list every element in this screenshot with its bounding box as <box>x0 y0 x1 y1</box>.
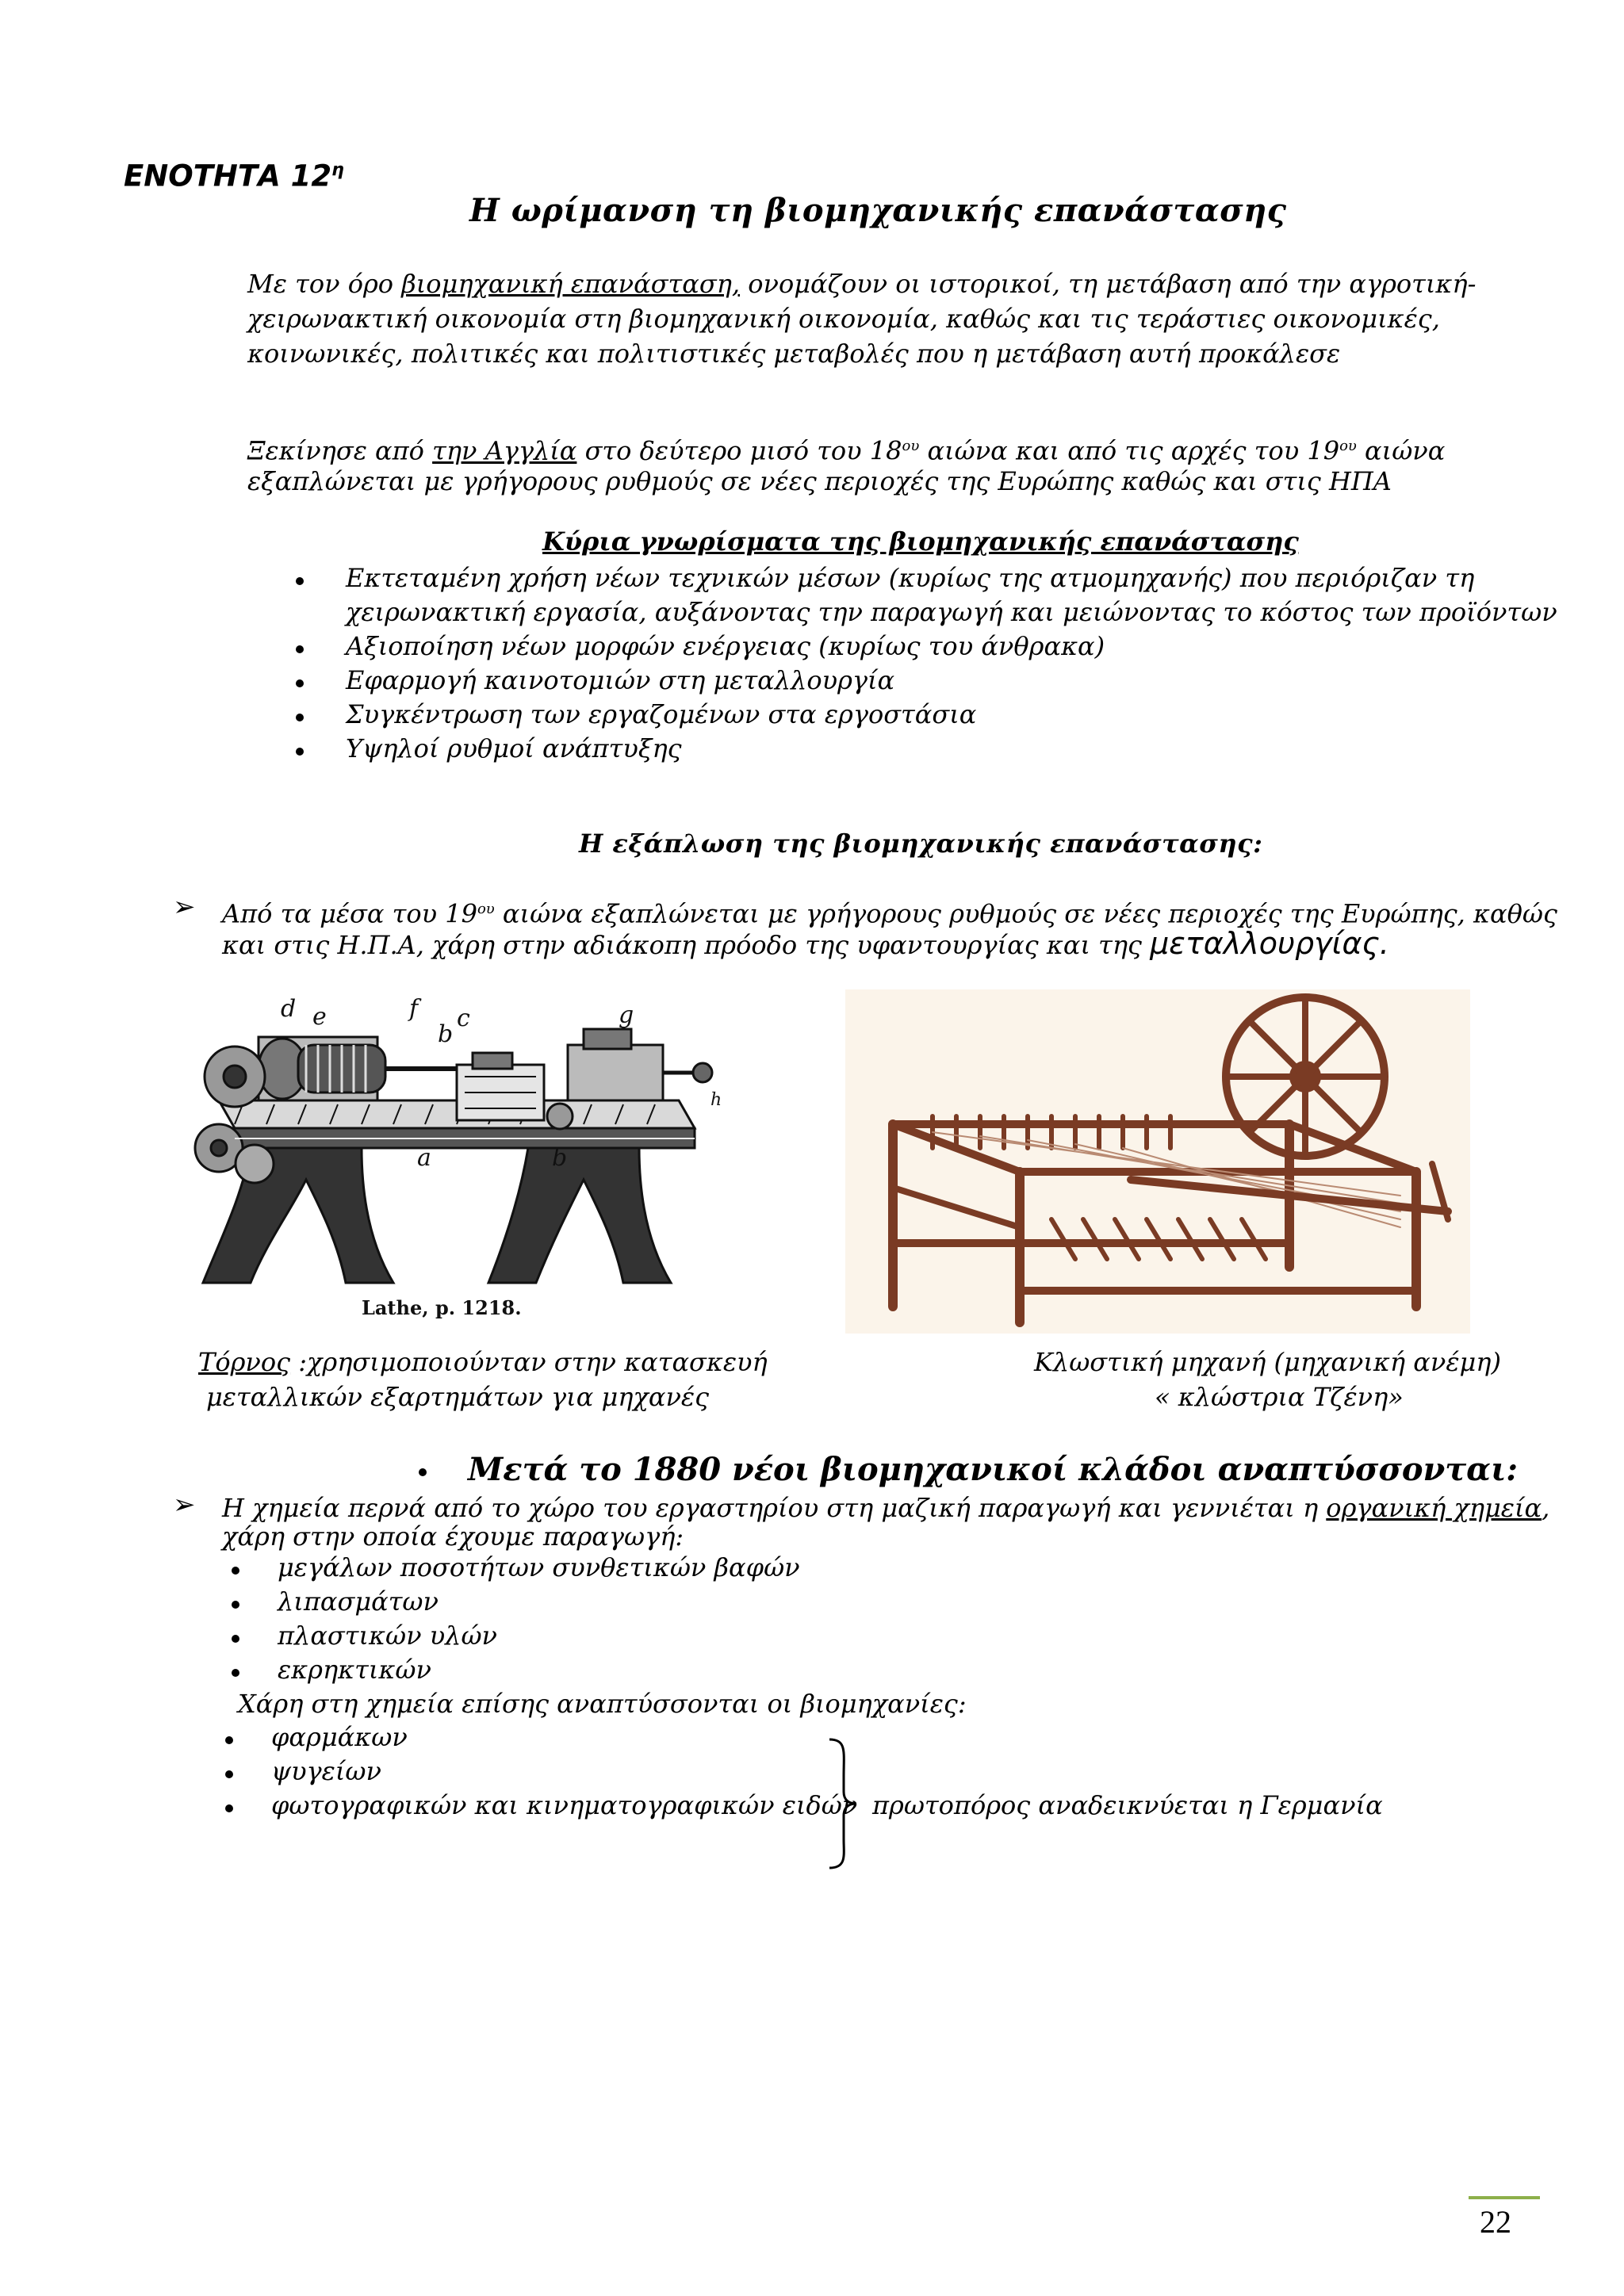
bullet-icon <box>232 1567 239 1575</box>
feature-item-1-line-2: χειρωνακτική εργασία, αυξάνοντας την παραγωγή και μειώνοντας το κόστος των προϊόντων <box>346 597 1557 627</box>
spinning-jenny-drawing <box>845 989 1470 1334</box>
features-heading: Κύρια γνωρίσματα της βιομηχανικής επανάστασης <box>542 526 1299 557</box>
lathe-label-c: c <box>457 1004 470 1032</box>
lathe-plate-caption: Lathe, p. 1218. <box>362 1296 522 1319</box>
chemistry-line-1: Η χημεία περνά από το χώρο του εργαστηρίου στη μαζική παραγωγή και γεννιέται η οργανική χημεία, <box>222 1493 1550 1523</box>
lathe-label-d: d <box>281 995 297 1023</box>
intro-line-2: χειρωνακτική οικονομία στη βιομηχανική οικονομία, καθώς και τις τεράστιες οικονομικές, <box>247 304 1440 334</box>
industry-item-2: ψυγείων <box>271 1756 381 1786</box>
jenny-caption-line-1: Κλωστική μηχανή (μηχανική ανέμη) <box>1034 1347 1501 1377</box>
lathe-label-e: e <box>312 1003 327 1031</box>
product-item-4: εκρηκτικών <box>278 1655 431 1685</box>
after-1880-heading: Μετά το 1880 νέοι βιομηχανικοί κλάδοι αναπτύσσονται: <box>468 1451 1519 1488</box>
feature-item-3: Εφαρμογή καινοτομιών στη μεταλλουργία <box>346 665 895 695</box>
lathe-label-a: a <box>417 1144 431 1172</box>
product-item-2: λιπασμάτων <box>278 1586 439 1617</box>
lathe-illustration <box>187 989 720 1322</box>
bullet-icon <box>232 1669 239 1677</box>
lathe-drawing <box>187 989 720 1322</box>
feature-item-1-line-1: Εκτεταμένη χρήση νέων τεχνικών μέσων (κυρίως της ατμομηχανής) που περιόριζαν τη <box>346 563 1475 593</box>
spread-heading: Η εξάπλωση της βιομηχανικής επανάστασης: <box>579 828 1263 859</box>
lathe-label-b: b <box>438 1020 454 1048</box>
start-line-2: εξαπλώνεται με γρήγορους ρυθμούς σε νέες περιοχές της Ευρώπης καθώς και στις ΗΠΑ <box>247 466 1392 496</box>
lathe-label-b2: b <box>552 1144 568 1172</box>
bullet-icon <box>225 1804 233 1812</box>
intro-line-1: Με τον όρο βιομηχανική επανάσταση, ονομάζουν οι ιστορικοί, τη μετάβαση από την αγροτική- <box>247 269 1477 299</box>
bullet-icon <box>296 645 304 653</box>
product-item-3: πλαστικών υλών <box>278 1621 497 1651</box>
brace-text: πρωτοπόρος αναδεικνύεται η Γερμανία <box>872 1790 1383 1820</box>
spread-line-2: και στις Η.Π.Α, χάρη στην αδιάκοπη πρόοδο της υφαντουργίας και της μεταλλουργίας. <box>222 926 1389 961</box>
jenny-caption-line-2: « κλώστρια Τζένη» <box>1155 1382 1404 1412</box>
page-number: 22 <box>1480 2204 1511 2240</box>
start-line-1: Ξεκίνησε από την Αγγλία στο δεύτερο μισό του $18^{o\upsilon}$ αιώνα και από τις αρχές του $19^{o\upsilon}$ αιώνα <box>247 435 1446 466</box>
right-curly-brace-icon <box>825 1736 861 1871</box>
lathe-label-g: g <box>619 1001 634 1029</box>
intro-line-3: κοινωνικές, πολιτικές και πολιτιστικές μεταβολές που η μετάβαση αυτή προκάλεσε <box>247 339 1341 369</box>
spinning-jenny-illustration <box>845 989 1470 1334</box>
bullet-icon <box>225 1736 233 1744</box>
bullet-icon <box>296 714 304 721</box>
product-item-1: μεγάλων ποσοτήτων συνθετικών βαφών <box>278 1552 800 1582</box>
lathe-caption-line-2: μεταλλικών εξαρτημάτων για μηχανές <box>206 1382 709 1412</box>
industry-item-3: φωτογραφικών και κινηματογραφικών ειδών <box>271 1790 858 1820</box>
spread-line-1: Από τα μέσα του $19^{o\upsilon}$ αιώνα εξαπλώνεται με γρήγορους ρυθμούς σε νέες περιοχές της Ευρώπης, καθώς <box>222 898 1557 929</box>
arrow-bullet-icon: ➢ <box>173 1489 196 1521</box>
feature-item-5: Υψηλοί ρυθμοί ανάπτυξης <box>346 733 682 763</box>
feature-item-4: Συγκέντρωση των εργαζομένων στα εργοστάσια <box>346 699 977 729</box>
chemistry-line-2: χάρη στην οποία έχουμε παραγωγή: <box>222 1521 684 1552</box>
bullet-icon <box>296 748 304 756</box>
bullet-icon <box>296 577 304 585</box>
page-number-rule <box>1469 2196 1540 2199</box>
unit-label: ΕΝΟΤΗΤΑ $12^\eta$ <box>124 159 344 193</box>
bullet-icon <box>232 1635 239 1643</box>
page-title: Η ωρίμανση τη βιομηχανικής επανάστασης <box>469 192 1287 229</box>
bullet-icon <box>225 1770 233 1778</box>
lathe-label-h: h <box>710 1090 722 1110</box>
bullet-icon <box>419 1468 427 1476</box>
arrow-bullet-icon: ➢ <box>173 891 196 923</box>
lathe-label-f: f <box>409 995 419 1023</box>
bullet-icon <box>232 1601 239 1609</box>
industry-item-1: φαρμάκων <box>271 1722 408 1752</box>
feature-item-2: Αξιοποίηση νέων μορφών ενέργειας (κυρίως του άνθρακα) <box>346 631 1105 661</box>
lathe-caption-line-1: Τόρνος :χρησιμοποιούνταν στην κατασκευή <box>198 1347 768 1377</box>
bullet-icon <box>296 679 304 687</box>
also-line: Χάρη στη χημεία επίσης αναπτύσσονται οι βιομηχανίες: <box>238 1689 967 1719</box>
